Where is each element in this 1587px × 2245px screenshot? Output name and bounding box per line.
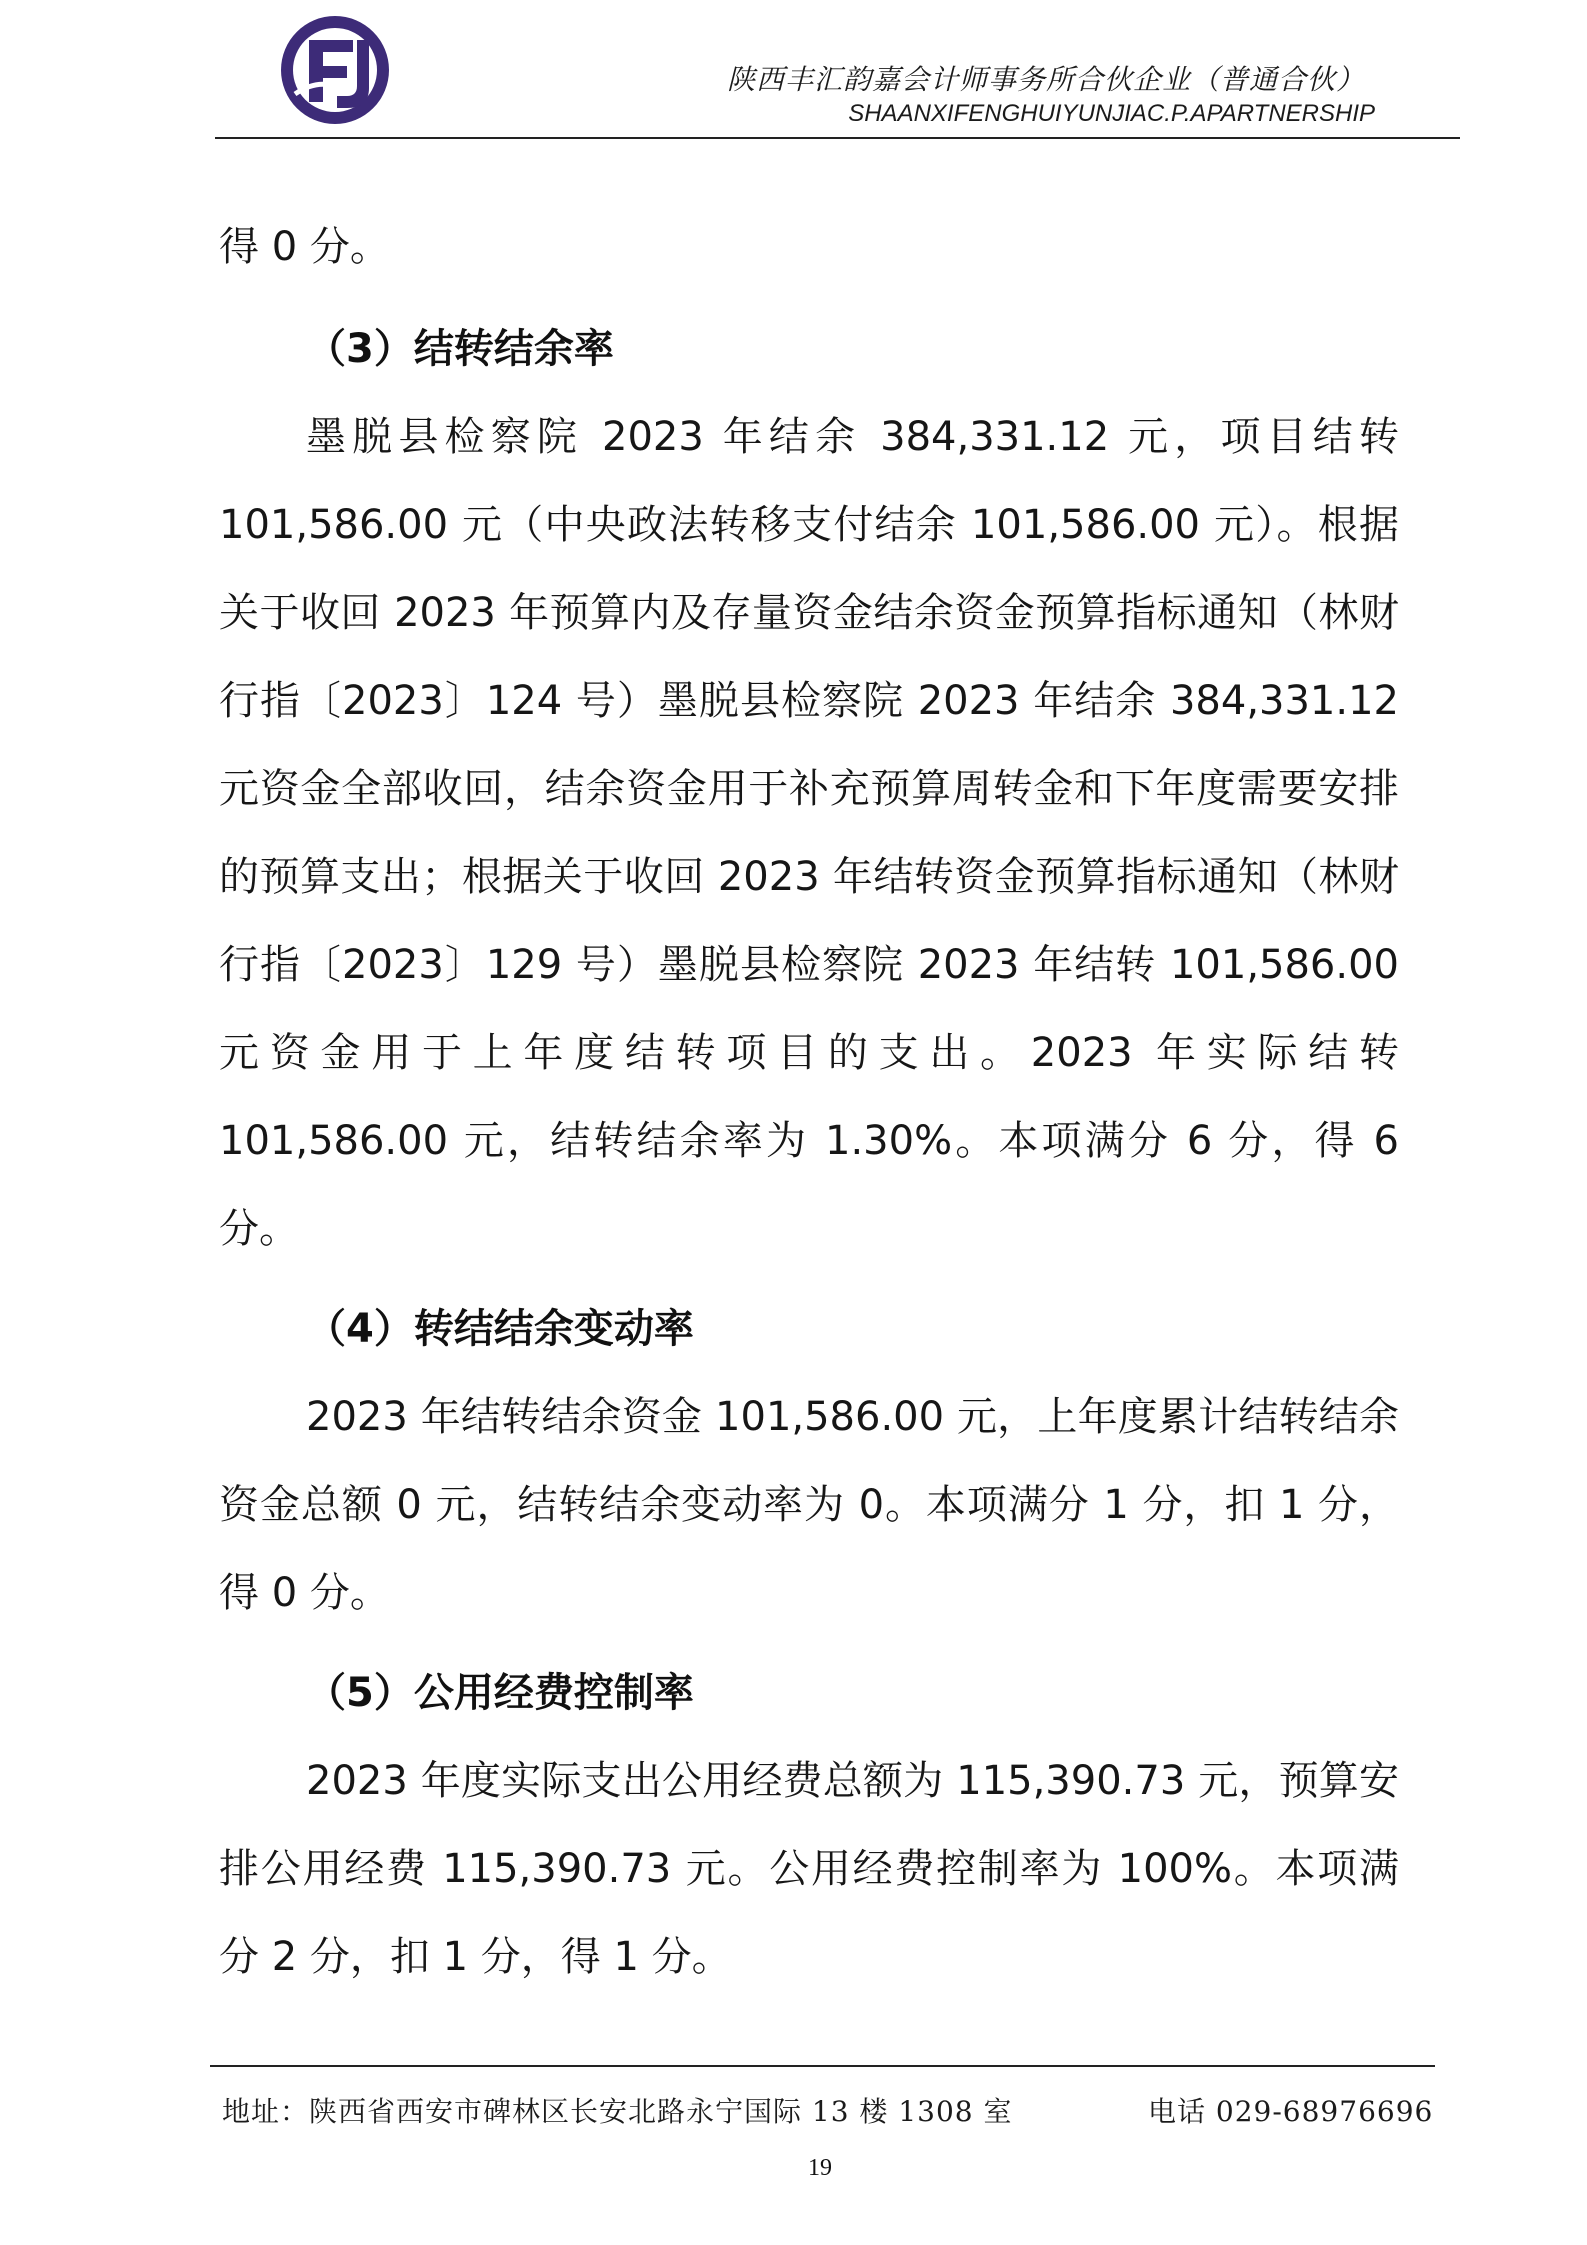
paragraph-public-expense-control-rate: 2023 年度实际支出公用经费总额为 115,390.73 元，预算安排公用经费 115,390.73 元。公用经费控制率为 100%。本项满分 2 分，扣 1 分，得 1 分。 (219, 1758, 1399, 1980)
footer-divider (210, 2065, 1435, 2067)
footer-address: 地址：陕西省西安市碑林区长安北路永宁国际 13 楼 1308 室 (222, 2095, 1013, 2128)
header-divider (215, 137, 1460, 139)
paragraph-carryover-rate: 墨脱县检察院 2023 年结余 384,331.12 元，项目结转 101,586.00 元（中央政法转移支付结余 101,586.00 元）。根据关于收回 2023 年预算内及存量资金结余资金预算指标通知（林财行指〔2023〕124 号）墨脱县检察院 2023 年结余 384,331.12 元资金全部收回，结余资金用于补充预算周转金和下年度需要安排的预算支出；根据关于收回 2023 年结转资金预算指标通知（林财行指〔2023〕129 号）墨脱县检察院 2023 年结转 101,586.00 元资金用于上年度结转项目的支出。2023 年实际结转 101,586.00 元，结转结余率为 1.30%。本项满分 6 分，得 6 分。 (219, 414, 1399, 1252)
paragraph-carryover-change-rate: 2023 年结转结余资金 101,586.00 元，上年度累计结转结余资金总额 0 元，结转结余变动率为 0。本项满分 1 分，扣 1 分，得 0 分。 (219, 1394, 1399, 1616)
footer-phone: 电话 029-68976696 (1148, 2095, 1434, 2128)
paragraph-continuation: 得 0 分。 (219, 224, 390, 270)
document-body (219, 203, 1399, 2001)
section-heading-carryover-rate: （3）结转结余率 (306, 326, 614, 372)
section-heading-carryover-change-rate: （4）转结结余变动率 (306, 1306, 694, 1352)
section-heading-public-expense-control-rate: （5）公用经费控制率 (306, 1670, 694, 1716)
page-header (215, 10, 1460, 138)
firm-name-en: SHAANXIFENGHUIYUNJIAC.P.APARTNERSHIP (848, 100, 1375, 127)
firm-name-cn: 陕西丰汇韵嘉会计师事务所合伙企业（普通合伙） (726, 63, 1365, 96)
page-number: 19 (808, 2155, 832, 2181)
firm-logo-icon (275, 10, 395, 130)
